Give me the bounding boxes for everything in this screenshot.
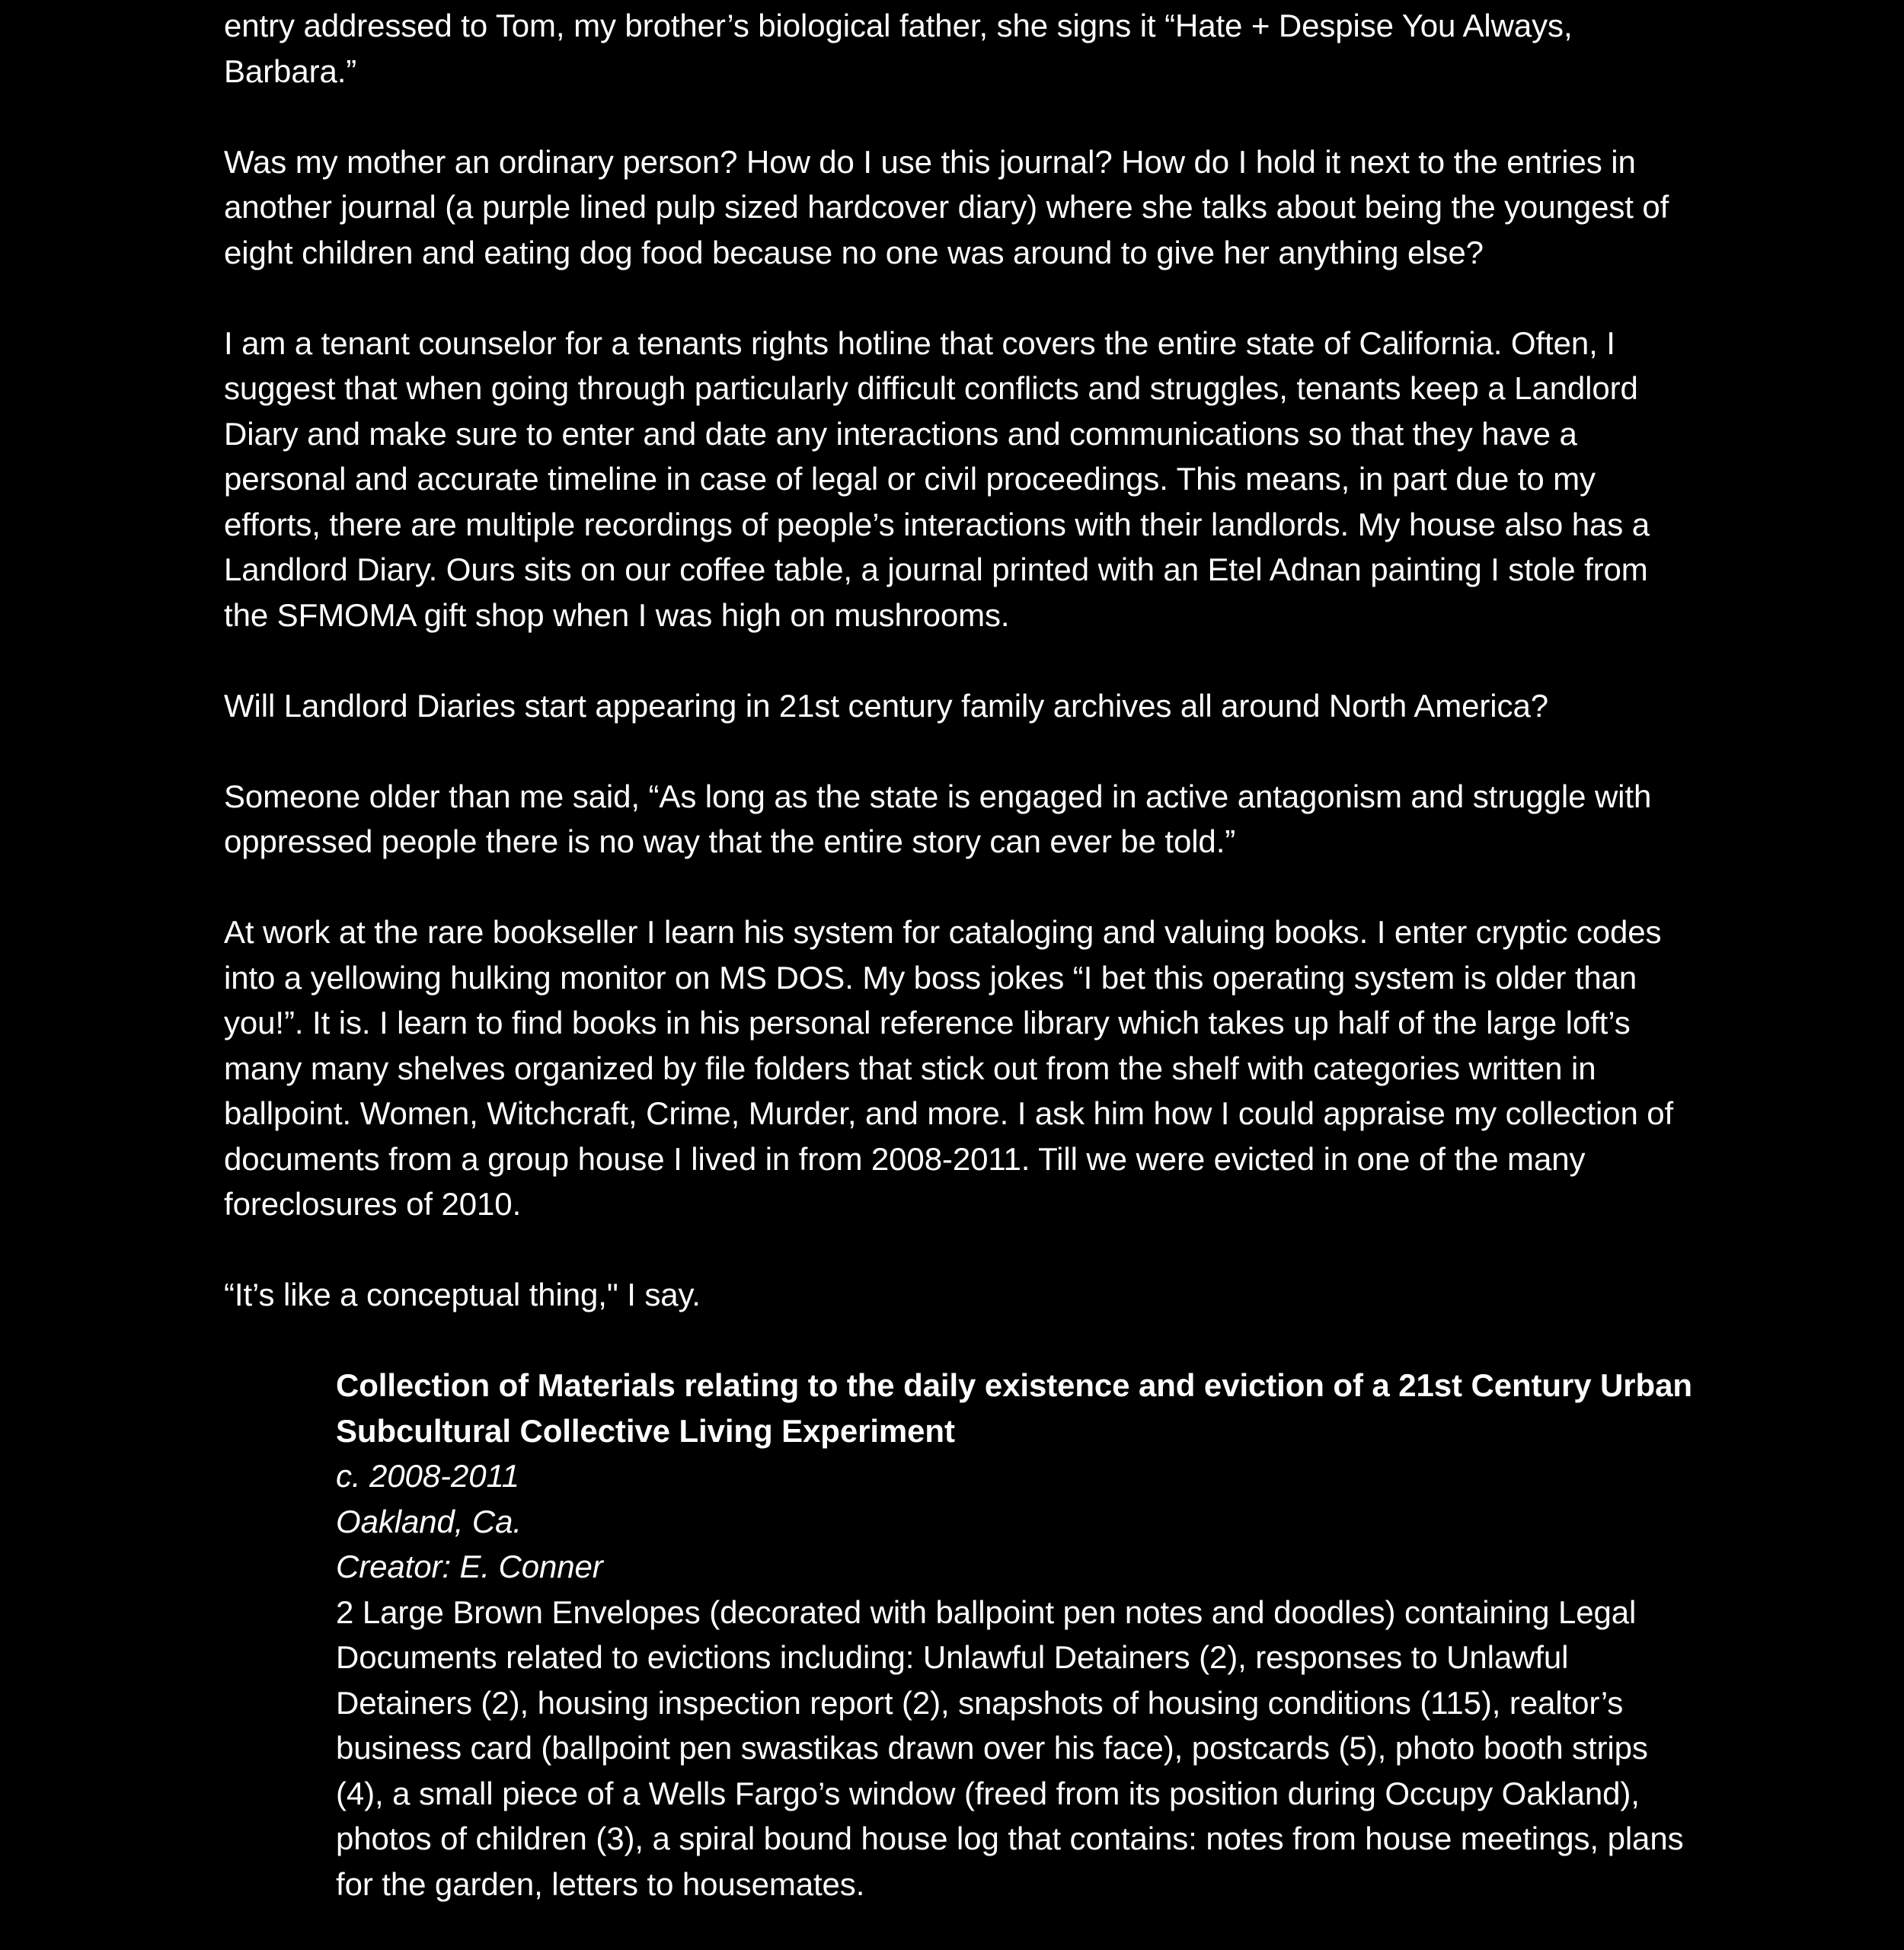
catalog-entry (336, 1363, 1699, 1907)
catalog-creator: Creator: E. Conner (336, 1549, 603, 1584)
paragraph-journal-entry: entry addressed to Tom, my brother’s biological father, she signs it “Hate + Despise You Always, Barbara.” (224, 8, 1573, 89)
paragraph-conceptual-thing: “It’s like a conceptual thing," I say. (224, 1277, 701, 1312)
catalog-title: Collection of Materials relating to the daily existence and eviction of a 21st Century Urban Subcultural Collective Living Experiment (336, 1367, 1692, 1449)
paragraph-rare-bookseller: At work at the rare bookseller I learn his system for cataloging and valuing books. I enter cryptic codes into a yellowing hulking monitor on MS DOS. My boss jokes “I bet this operating system is older than you!”. It is. I learn to find books in his personal reference library which takes up half of the large loft’s many many shelves organized by file folders that stick out from the shelf with categories written in ballpoint. Women, Witchcraft, Crime, Murder, and more. I ask him how I could appraise my collection of documents from a group house I lived in from 2008-2011. Till we were evicted in one of the many foreclosures of 2010. (224, 914, 1674, 1222)
document-body (224, 0, 1694, 1907)
catalog-date: c. 2008-2011 (336, 1458, 519, 1494)
paragraph-landlord-diaries: Will Landlord Diaries start appearing in 21st century family archives all around North America? (224, 687, 1548, 724)
paragraph-ordinary-person: Was my mother an ordinary person? How do I use this journal? How do I hold it next to the entries in another journal (a purple lined pulp sized hardcover diary) where she talks about being the youngest of eight children and eating dog food because no one was around to give her anything else? (224, 143, 1669, 270)
paragraph-tenant-counselor: I am a tenant counselor for a tenants rights hotline that covers the entire state of California. Often, I suggest that when going through particularly difficult conflicts and struggles, tenants keep a Landlord Diary and make sure to enter and date any interactions and communications so that they have a personal and accurate timeline in case of legal or civil proceedings. This means, in part due to my efforts, there are multiple recordings of people’s interactions with their landlords. My house also has a Landlord Diary. Ours sits on our coffee table, a journal printed with an Etel Adnan painting I stole from the SFMOMA gift shop when I was high on mushrooms. (224, 324, 1650, 633)
catalog-description: 2 Large Brown Envelopes (decorated with ballpoint pen notes and doodles) containing Legal Documents related to evictions including: Unlawful Detainers (2), responses to Unlawful Detainers (2), housing inspection report (2), snapshots of housing conditions (115), realtor’s business card (ballpoint pen swastikas drawn over his face), postcards (5), photo booth strips (4), a small piece of a Wells Fargo’s window (freed from its position during Occupy Oakland), photos of children (3), a spiral bound house log that contains: notes from house meetings, plans for the garden, letters to housemates. (336, 1594, 1684, 1902)
catalog-place: Oakland, Ca. (336, 1503, 522, 1539)
paragraph-quote: Someone older than me said, “As long as the state is engaged in active antagonism and struggle with oppressed people there is no way that the entire story can ever be told.” (224, 778, 1652, 859)
